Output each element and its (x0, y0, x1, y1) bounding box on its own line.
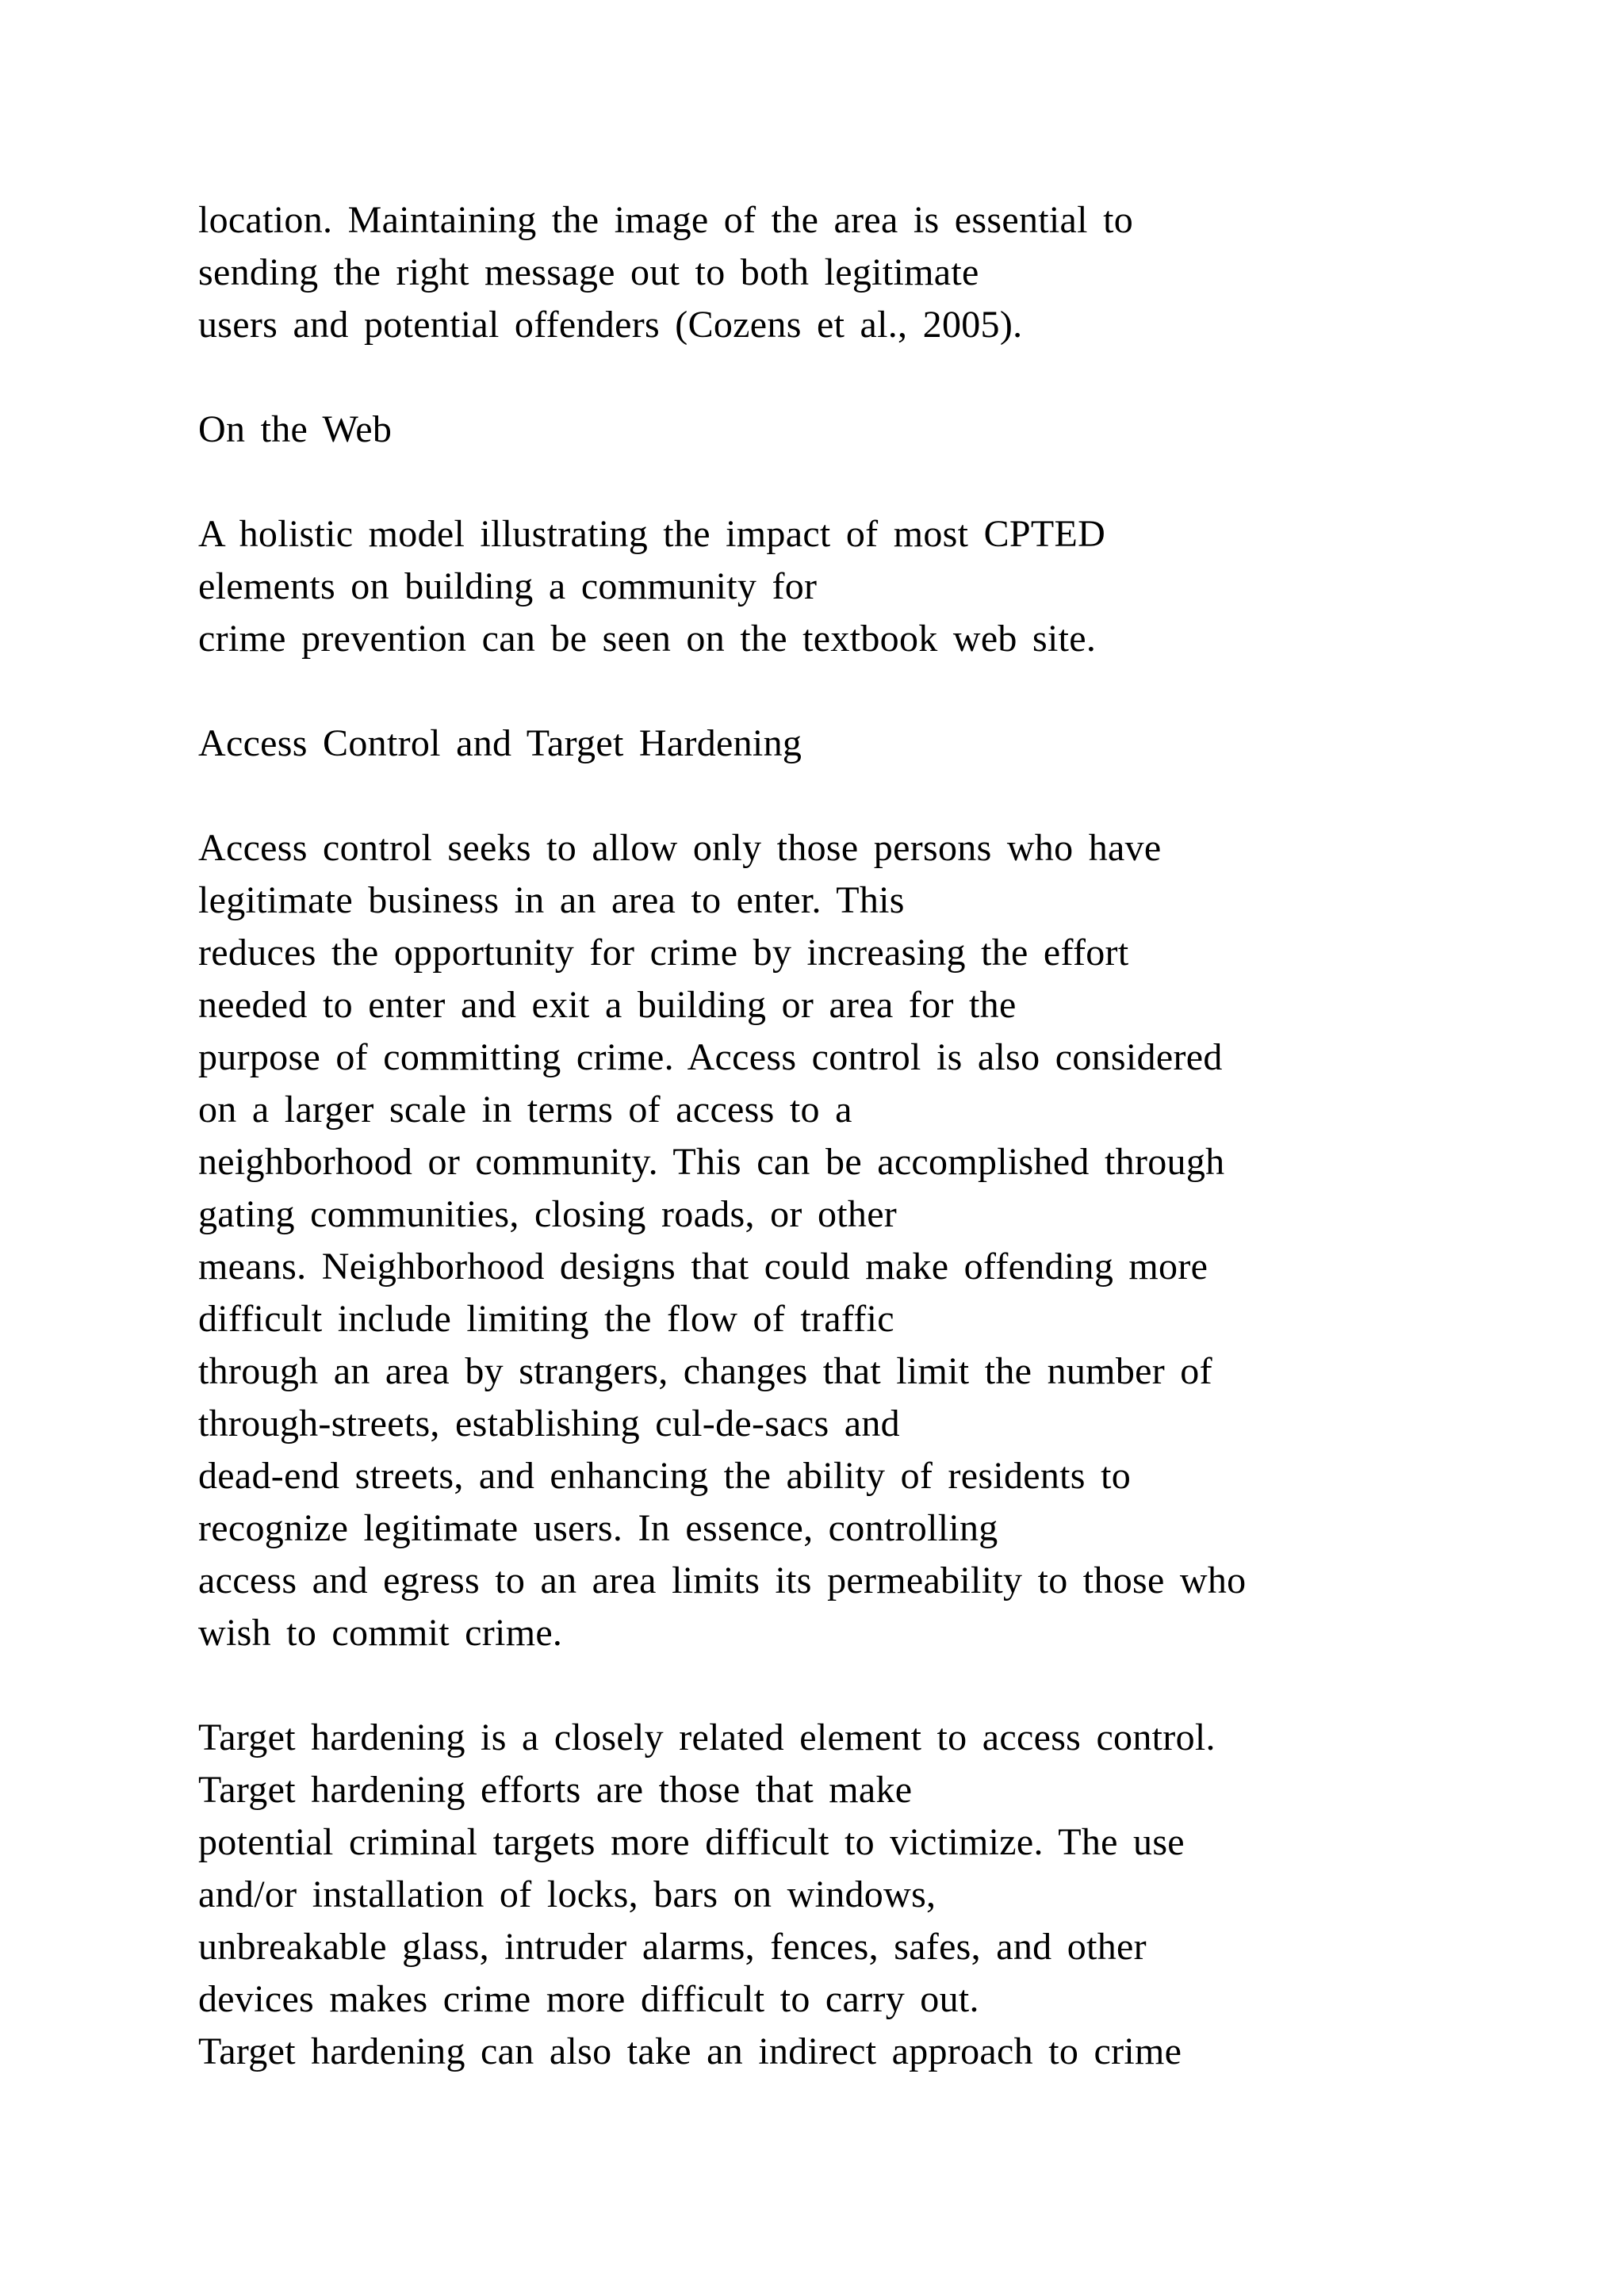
text-line: recognize legitimate users. In essence, controlling (198, 1507, 998, 1549)
text-line: legitimate business in an area to enter. This (198, 879, 905, 921)
text-line: through-streets, establishing cul-de-sacs and (198, 1402, 900, 1445)
text-line: crime prevention can be seen on the textbook web site. (198, 618, 1097, 660)
paragraph-target-hardening (198, 1712, 1546, 2078)
paragraph-holistic-model (198, 508, 1546, 665)
text-line: and/or installation of locks, bars on windows, (198, 1873, 936, 1915)
text-line: elements on building a community for (198, 565, 818, 607)
text-line: wish to commit crime. (198, 1612, 563, 1654)
heading-line: On the Web (198, 408, 393, 450)
paragraph-access-control (198, 822, 1546, 1659)
text-line: dead-end streets, and enhancing the ability of residents to (198, 1455, 1132, 1497)
text-line: neighborhood or community. This can be accomplished through (198, 1141, 1225, 1183)
text-line: potential criminal targets more difficult to victimize. The use (198, 1821, 1185, 1863)
text-line: through an area by strangers, changes that limit the number of (198, 1350, 1212, 1392)
paragraph-cozens-intro (198, 194, 1546, 351)
section-heading-on-the-web (198, 404, 1546, 456)
text-line: on a larger scale in terms of access to a (198, 1089, 852, 1131)
text-line: difficult include limiting the flow of traffic (198, 1298, 894, 1340)
text-line: Target hardening is a closely related element to access control. (198, 1716, 1216, 1758)
text-line: purpose of committing crime. Access control is also considered (198, 1036, 1223, 1078)
text-line: gating communities, closing roads, or other (198, 1193, 898, 1235)
text-line: users and potential offenders (Cozens et al., 2005). (198, 304, 1023, 346)
text-line: location. Maintaining the image of the area is essential to (198, 199, 1134, 241)
heading-line: Access Control and Target Hardening (198, 722, 802, 764)
text-line: Access control seeks to allow only those persons who have (198, 827, 1162, 869)
document-body (198, 194, 1546, 2078)
section-heading-access-control (198, 718, 1546, 770)
text-line: access and egress to an area limits its permeability to those who (198, 1559, 1247, 1601)
text-line: needed to enter and exit a building or area for the (198, 984, 1017, 1026)
text-line: A holistic model illustrating the impact of most CPTED (198, 513, 1106, 555)
text-line: unbreakable glass, intruder alarms, fences, safes, and other (198, 1926, 1147, 1968)
text-line: means. Neighborhood designs that could make offending more (198, 1246, 1208, 1288)
text-line: sending the right message out to both legitimate (198, 251, 979, 293)
text-line: Target hardening can also take an indirect approach to crime (198, 2030, 1182, 2072)
text-line: devices makes crime more difficult to carry out. (198, 1978, 979, 2020)
text-line: reduces the opportunity for crime by increasing the effort (198, 932, 1129, 974)
text-line: Target hardening efforts are those that make (198, 1769, 913, 1811)
